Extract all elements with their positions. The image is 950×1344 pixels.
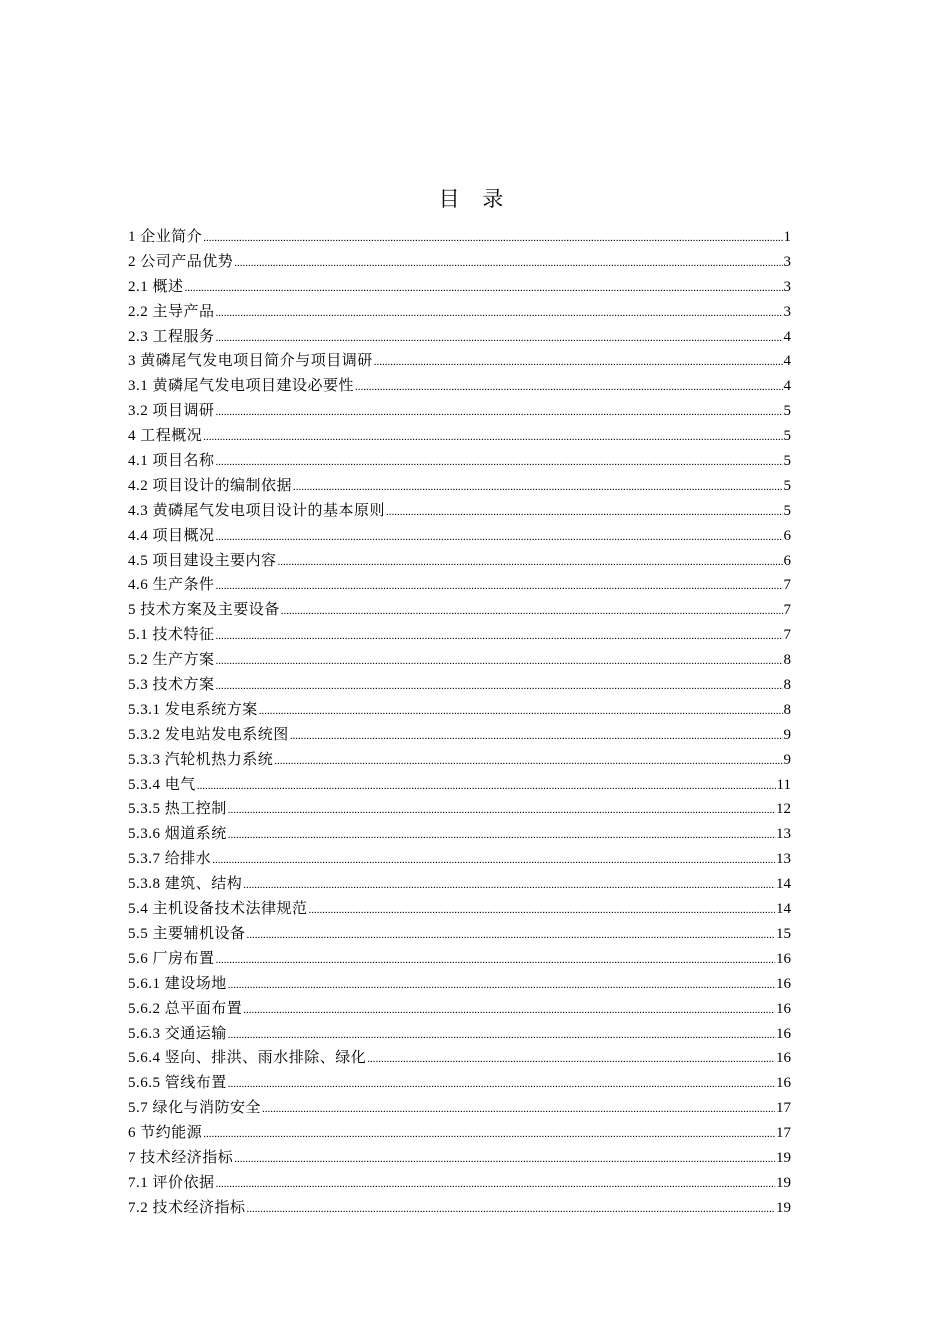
toc-entry-label: 5.1 技术特征: [128, 627, 215, 644]
toc-leader-dots: [367, 1046, 775, 1072]
toc-leader-dots: [216, 300, 783, 326]
toc-entry[interactable]: [128, 1121, 791, 1146]
toc-entry-label: 5.3.5 热工控制: [128, 801, 227, 818]
toc-leader-dots: [386, 499, 782, 525]
toc-entry-label: 5.3.4 电气: [128, 776, 196, 793]
toc-entry-page-number: 7: [783, 577, 791, 594]
toc-entry-label: 4.6 生产条件: [128, 577, 215, 594]
toc-leader-dots: [309, 897, 775, 923]
toc-entry[interactable]: [128, 598, 791, 623]
toc-entry-page-number: 8: [783, 701, 791, 718]
toc-entry[interactable]: [128, 623, 791, 648]
toc-entry-page-number: 16: [776, 1025, 791, 1042]
toc-entry-label: 5.3.7 给排水: [128, 851, 212, 868]
toc-leader-dots: [234, 1146, 775, 1172]
toc-leader-dots: [216, 399, 783, 425]
toc-leader-dots: [228, 797, 775, 823]
toc-entry-label: 2 公司产品优势: [128, 253, 234, 270]
toc-entry[interactable]: [128, 1196, 791, 1221]
toc-entry-label: 5.3.1 发电系统方案: [128, 701, 258, 718]
toc-leader-dots: [290, 723, 783, 749]
toc-entry[interactable]: [128, 723, 791, 748]
toc-entry-page-number: 5: [783, 502, 791, 519]
toc-entry-page-number: 6: [783, 552, 791, 569]
toc-entry-label: 5.6.4 竖向、排洪、雨水排除、绿化: [128, 1050, 367, 1067]
toc-entry-page-number: 5: [783, 453, 791, 470]
toc-leader-dots: [247, 922, 775, 948]
toc-entry[interactable]: [128, 549, 791, 574]
toc-entry-label: 5.3.6 烟道系统: [128, 826, 227, 843]
toc-entry-page-number: 16: [776, 1075, 791, 1092]
toc-entry-page-number: 19: [776, 1199, 791, 1216]
toc-entry-page-number: 7: [783, 602, 791, 619]
toc-entry-page-number: 8: [783, 677, 791, 694]
toc-entry[interactable]: [128, 997, 791, 1022]
toc-entry-page-number: 16: [776, 975, 791, 992]
toc-leader-dots: [293, 474, 782, 500]
toc-leader-dots: [203, 225, 782, 251]
toc-leader-dots: [243, 997, 775, 1023]
toc-leader-dots: [278, 549, 783, 575]
toc-entry[interactable]: [128, 325, 791, 350]
toc-entry[interactable]: [128, 374, 791, 399]
toc-leader-dots: [262, 1096, 775, 1122]
toc-entry-label: 7.1 评价依据: [128, 1174, 215, 1191]
toc-entry-label: 4.2 项目设计的编制依据: [128, 477, 293, 494]
toc-leader-dots: [274, 748, 782, 774]
toc-entry-page-number: 13: [776, 851, 791, 868]
toc-entry-label: 5.7 绿化与消防安全: [128, 1100, 262, 1117]
toc-entry-page-number: 5: [783, 477, 791, 494]
toc-entry-page-number: 17: [776, 1125, 791, 1142]
toc-entry-label: 5.4 主机设备技术法律规范: [128, 901, 308, 918]
toc-entry-label: 5.6.1 建设场地: [128, 975, 227, 992]
toc-leader-dots: [216, 325, 783, 351]
toc-entry-page-number: 8: [783, 652, 791, 669]
toc-leader-dots: [216, 673, 783, 699]
toc-entry-label: 2.2 主导产品: [128, 303, 215, 320]
toc-entry-label: 2.3 工程服务: [128, 328, 215, 345]
toc-entry-page-number: 5: [783, 428, 791, 445]
toc-entry-label: 3.1 黄磷尾气发电项目建设必要性: [128, 378, 355, 395]
toc-leader-dots: [216, 648, 783, 674]
toc-entry-label: 4.3 黄磷尾气发电项目设计的基本原则: [128, 502, 386, 519]
toc-entry-label: 7 技术经济指标: [128, 1149, 234, 1166]
toc-leader-dots: [228, 1071, 775, 1097]
toc-leader-dots: [228, 822, 775, 848]
toc-leader-dots: [203, 424, 782, 450]
toc-entry[interactable]: [128, 250, 791, 275]
toc-entry-label: 3 黄磷尾气发电项目简介与项目调研: [128, 353, 373, 370]
toc-entry-page-number: 1: [783, 229, 791, 245]
toc-entry[interactable]: [128, 524, 791, 549]
toc-leader-dots: [216, 573, 783, 599]
toc-entry[interactable]: [128, 872, 791, 897]
toc-entry-page-number: 19: [776, 1149, 791, 1166]
toc-entry[interactable]: [128, 1046, 791, 1071]
toc-entry-page-number: 4: [783, 328, 791, 345]
toc-entry-label: 5.6.2 总平面布置: [128, 1000, 243, 1017]
toc-entry[interactable]: [128, 1071, 791, 1096]
toc-entry-label: 5.6 厂房布置: [128, 950, 215, 967]
toc-entry-page-number: 16: [776, 1000, 791, 1017]
toc-entry[interactable]: [128, 822, 791, 847]
toc-entry-page-number: 9: [783, 726, 791, 743]
toc-entry-label: 5.3.2 发电站发电系统图: [128, 726, 289, 743]
toc-leader-dots: [212, 847, 775, 873]
toc-leader-dots: [247, 1196, 775, 1222]
toc-entry[interactable]: [128, 225, 791, 250]
toc-entry-label: 5.3.3 汽轮机热力系统: [128, 751, 274, 768]
toc-list: [128, 225, 791, 1221]
toc-entry-page-number: 14: [776, 901, 791, 918]
toc-entry[interactable]: [128, 847, 791, 872]
toc-leader-dots: [216, 1171, 775, 1197]
toc-entry-page-number: 11: [776, 776, 791, 793]
toc-entry-page-number: 5: [783, 403, 791, 420]
toc-entry[interactable]: [128, 1146, 791, 1171]
toc-entry-page-number: 3: [783, 278, 791, 295]
toc-entry-label: 3.2 项目调研: [128, 403, 215, 420]
toc-leader-dots: [281, 598, 783, 624]
toc-entry[interactable]: [128, 449, 791, 474]
toc-leader-dots: [216, 449, 783, 475]
toc-entry[interactable]: [128, 1096, 791, 1121]
toc-entry-page-number: 7: [783, 627, 791, 644]
toc-entry-label: 5.3 技术方案: [128, 677, 215, 694]
toc-entry-label: 5.5 主要辅机设备: [128, 925, 246, 942]
toc-entry[interactable]: [128, 573, 791, 598]
toc-entry[interactable]: [128, 748, 791, 773]
toc-entry-label: 5.6.5 管线布置: [128, 1075, 227, 1092]
toc-entry-page-number: 14: [776, 876, 791, 893]
toc-entry-page-number: 17: [776, 1100, 791, 1117]
toc-entry[interactable]: [128, 1171, 791, 1196]
toc-entry-page-number: 3: [783, 303, 791, 320]
toc-entry[interactable]: [128, 922, 791, 947]
toc-leader-dots: [228, 1022, 775, 1048]
toc-entry-page-number: 15: [776, 925, 791, 942]
toc-entry[interactable]: [128, 972, 791, 997]
toc-entry[interactable]: [128, 947, 791, 972]
toc-leader-dots: [203, 1121, 775, 1147]
toc-entry[interactable]: [128, 300, 791, 325]
toc-entry-page-number: 4: [783, 353, 791, 370]
toc-entry[interactable]: [128, 349, 791, 374]
toc-title: 目 录: [438, 187, 512, 211]
toc-entry[interactable]: [128, 673, 791, 698]
toc-leader-dots: [228, 972, 775, 998]
toc-entry-page-number: 13: [776, 826, 791, 843]
toc-leader-dots: [216, 947, 775, 973]
toc-entry-page-number: 16: [776, 950, 791, 967]
toc-entry[interactable]: [128, 1022, 791, 1047]
toc-entry[interactable]: [128, 275, 791, 300]
toc-entry-label: 4.5 项目建设主要内容: [128, 552, 277, 569]
toc-leader-dots: [197, 773, 776, 799]
toc-leader-dots: [243, 872, 775, 898]
toc-entry-label: 4.4 项目概况: [128, 527, 215, 544]
toc-entry-page-number: 3: [783, 253, 791, 270]
toc-leader-dots: [185, 275, 783, 301]
toc-leader-dots: [355, 374, 782, 400]
toc-entry-label: 5.3.8 建筑、结构: [128, 876, 243, 893]
toc-entry-page-number: 12: [776, 801, 791, 818]
toc-entry-page-number: 19: [776, 1174, 791, 1191]
toc-entry[interactable]: [128, 499, 791, 524]
toc-entry-label: 4 工程概况: [128, 428, 203, 445]
toc-entry-label: 2.1 概述: [128, 278, 184, 295]
toc-entry[interactable]: [128, 424, 791, 449]
toc-entry-label: 4.1 项目名称: [128, 453, 215, 470]
toc-entry-label: 7.2 技术经济指标: [128, 1199, 246, 1216]
toc-entry[interactable]: [128, 897, 791, 922]
toc-leader-dots: [216, 623, 783, 649]
toc-entry-label: 6 节约能源: [128, 1125, 203, 1142]
toc-entry[interactable]: [128, 474, 791, 499]
toc-entry-page-number: 4: [783, 378, 791, 395]
toc-leader-dots: [259, 698, 783, 724]
toc-entry-label: 5.2 生产方案: [128, 652, 215, 669]
toc-entry[interactable]: [128, 399, 791, 424]
toc-entry[interactable]: [128, 797, 791, 822]
toc-entry-page-number: 9: [783, 751, 791, 768]
toc-entry-page-number: 6: [783, 527, 791, 544]
toc-entry[interactable]: [128, 773, 791, 798]
toc-leader-dots: [374, 349, 783, 375]
toc-leader-dots: [216, 524, 783, 550]
toc-entry-label: 5 技术方案及主要设备: [128, 602, 280, 619]
toc-entry-page-number: 16: [776, 1050, 791, 1067]
toc-entry-label: 1 企业简介: [128, 229, 203, 245]
toc-leader-dots: [234, 250, 782, 276]
toc-entry[interactable]: [128, 698, 791, 723]
toc-entry-label: 5.6.3 交通运输: [128, 1025, 227, 1042]
toc-entry[interactable]: [128, 648, 791, 673]
